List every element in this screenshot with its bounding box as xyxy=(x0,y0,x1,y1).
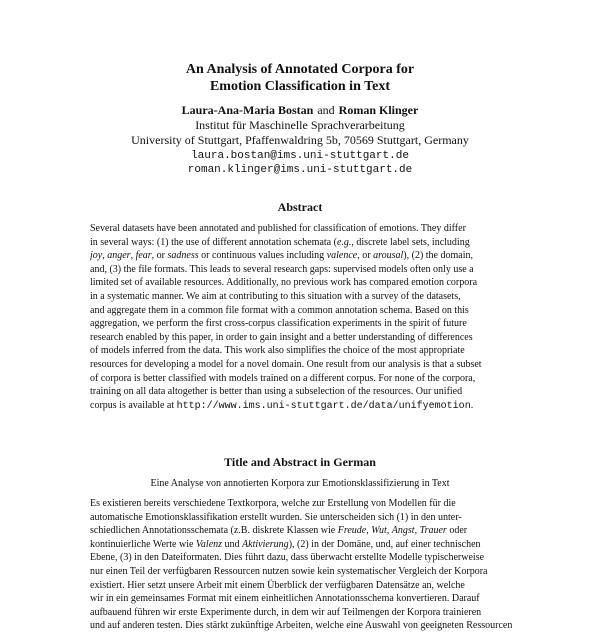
text-line: and aggregate them in a common file format with a common annotation schema. Based on this xyxy=(90,304,469,316)
author-address: University of Stuttgart, Pfaffenwaldring 5b, 70569 Stuttgart, Germany xyxy=(131,133,469,147)
text-line: limited set of available resources. Additionally, no previous work has compared emotion corpora xyxy=(90,277,478,289)
text-line: Several datasets have been annotated and published for classification of emotions. They differ xyxy=(90,223,466,234)
author-email: roman.klinger@ims.uni-stuttgart.de xyxy=(187,164,413,176)
text-line: automatische Emotionsklassifikation erstellt wurden. Sie unterscheiden sich (1) in den unter- xyxy=(90,511,462,523)
paper-title-line-2: Emotion Classification in Text xyxy=(209,79,391,94)
abstract-body xyxy=(90,222,512,413)
text-line: Es existieren bereits verschiedene Textkorpora, welche zur Erstellung von Modellen für die xyxy=(90,498,456,509)
text-line: kontinuierliche Werte wie Valenz und Aktivierung), (2) in der Domäne, und, auf einer technischen xyxy=(90,538,481,550)
author-name: Laura-Ana-Maria Bostan xyxy=(181,103,314,117)
text-line: in several ways: (1) the use of different annotation schemata (e.g., discrete label sets, including xyxy=(90,236,470,248)
text-line: aufbauend führen wir erste Experimente durch, in dem wir auf Teilmengen der Korpora trainieren xyxy=(90,606,482,618)
text-line: resources for developing a model for a novel domain. One result from our analysis is that a subset xyxy=(90,358,482,370)
german-section-heading: Title and Abstract in German xyxy=(224,455,376,469)
text-line: schiedlichen Annotationsschemata (z.B. diskrete Klassen wie Freude, Wut, Angst, Trauer oder xyxy=(90,525,468,537)
text-line: und auf anderen testen. Dies stärkt zukünftige Arbeiten, welche eine Auswahl von geeigneten Ressourcen xyxy=(90,620,512,632)
text-line: of models inferred from the data. This work also simplifies the choice of the most appropriate xyxy=(90,345,465,357)
text-line: joy, anger, fear, or sadness or continuous values including valence, or arousal), (2) the domain, xyxy=(90,250,473,262)
text-line: training on all data altogether is better than using a subselection of the resources. Our unified xyxy=(90,386,463,398)
german-abstract-body xyxy=(90,497,512,633)
text-line: and, (3) the file formats. This leads to several research gaps: supervised models often only use a xyxy=(90,263,474,275)
text-line: of corpora is better classified with models trained on a different corpus. For none of the corpora, xyxy=(90,372,476,384)
text-line: Ebene, (3) in den Dateiformaten. Dies führt dazu, dass überwacht erstellte Modelle typischerweise xyxy=(90,552,485,564)
text-line: existiert. Hier setzt unsere Arbeit mit einem Überblick der verfügbaren Datensätze an, welche xyxy=(90,579,465,591)
author-institute: Institut für Maschinelle Sprachverarbeitung xyxy=(195,118,405,132)
author-list xyxy=(0,103,600,117)
dataset-url-link[interactable]: http://www.ims.uni-stuttgart.de/data/unifyemotion xyxy=(176,400,471,412)
author-name: Roman Klinger xyxy=(338,103,419,117)
author-conjunction: and xyxy=(317,103,335,117)
abstract-heading: Abstract xyxy=(277,200,323,214)
author-email: laura.bostan@ims.uni-stuttgart.de xyxy=(191,150,409,162)
german-title: Eine Analyse von annotierten Korpora zur Emotionsklassifizierung in Text xyxy=(150,478,450,489)
text-line: nur einen Teil der verfügbaren Ressourcen nutzen sowie kein systematischer Vergleich der Korpora xyxy=(90,565,488,577)
text-line: corpus is available at http://www.ims.uni-stuttgart.de/data/unifyemotion. xyxy=(90,399,474,412)
text-line: research enabled by this paper, in order to gain insight and a better understanding of differences xyxy=(90,331,473,343)
text-line: wir in ein gemeinsames Format mit einem einheitlichen Annotationsschema konvertieren. Darauf xyxy=(90,593,480,605)
text-line: aggregation, we perform the first cross-corpus classification experiments in the spirit of future xyxy=(90,318,467,330)
text-line: in a systematic manner. We aim at contributing to this situation with a survey of the datasets, xyxy=(90,290,461,302)
paper-title-line-1: An Analysis of Annotated Corpora for xyxy=(185,62,415,77)
